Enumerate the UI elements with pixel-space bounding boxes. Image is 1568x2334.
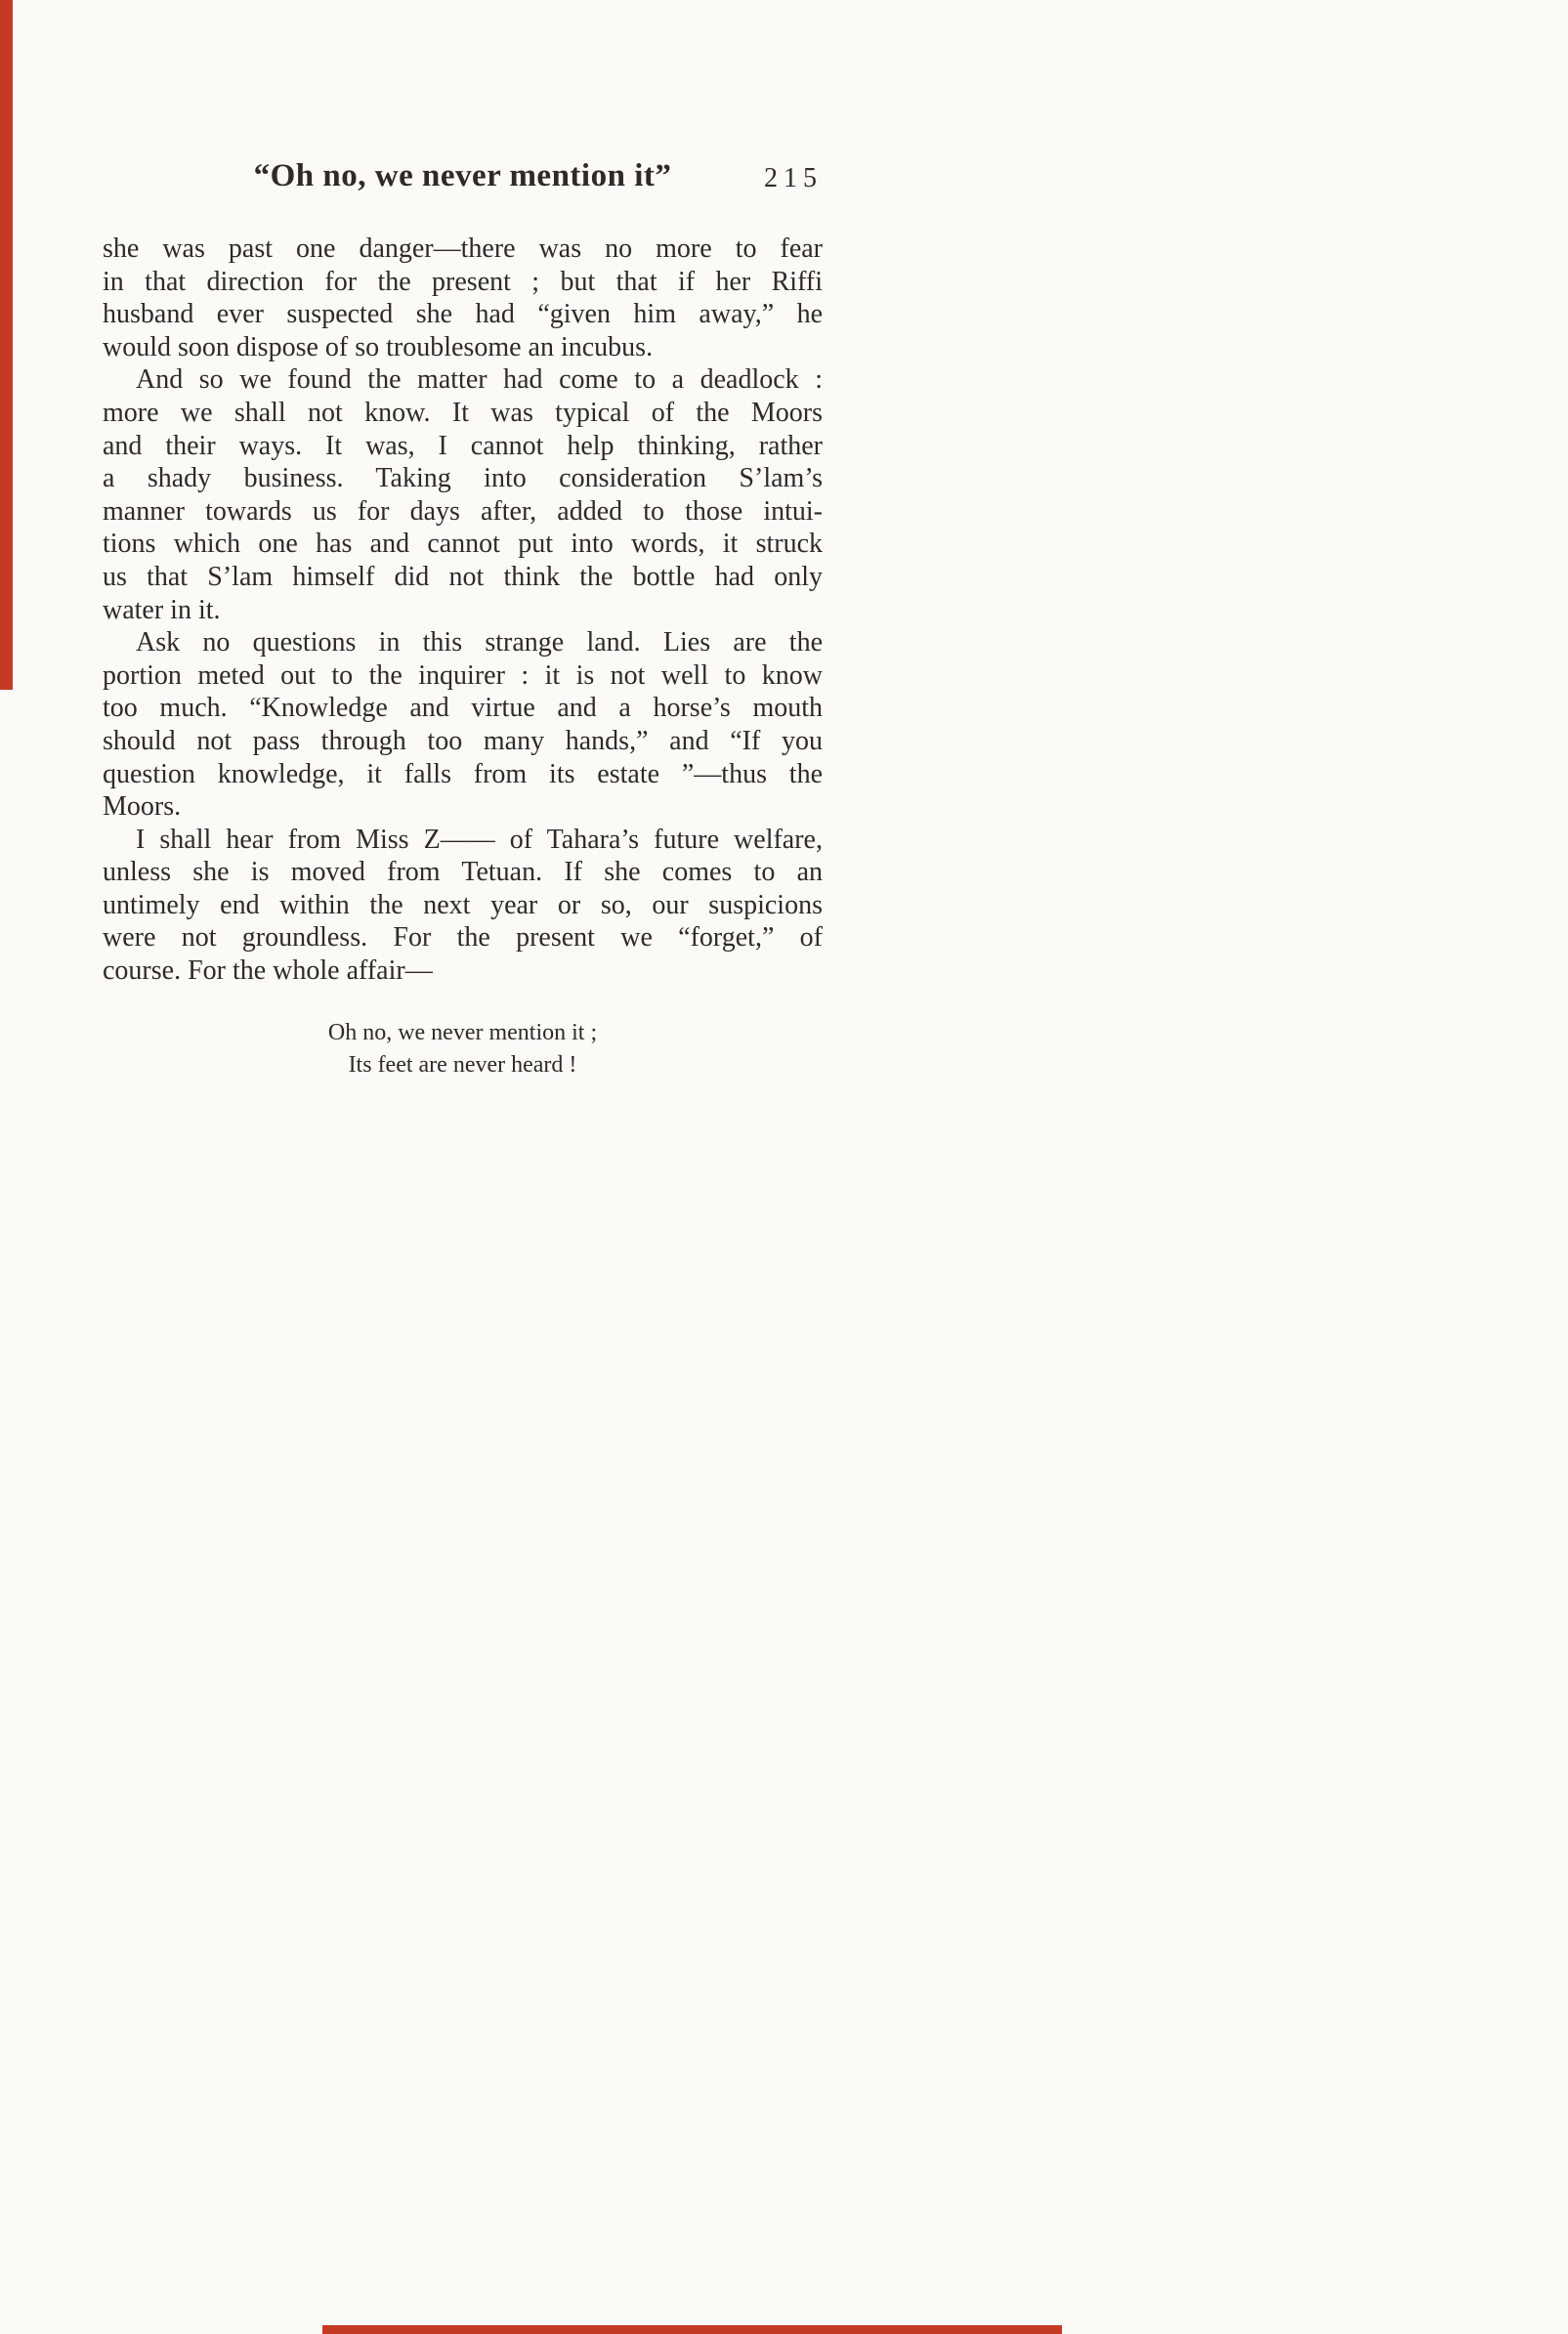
- text-line: more we shall not know. It was typical of the Moors: [103, 397, 823, 428]
- text-line: portion meted out to the inquirer : it is not well to know: [103, 659, 823, 691]
- text-line: were not groundless. For the present we “forget,” of: [103, 922, 823, 954]
- text-line: untimely end within the next year or so, our suspicions: [103, 889, 823, 920]
- text-line: and their ways. It was, I cannot help thinking, rather: [103, 430, 823, 461]
- text-line: she was past one danger—there was no more to fear: [103, 233, 823, 264]
- paragraphs-container: [103, 233, 823, 988]
- page-header: [103, 156, 823, 195]
- text-line: Ask no questions in this strange land. Lies are the: [136, 627, 823, 658]
- paragraph: [103, 363, 823, 626]
- text-line: husband ever suspected she had “given him away,” he: [103, 299, 823, 330]
- page-number: 215: [764, 163, 823, 193]
- text-block: [103, 233, 823, 1082]
- text-line: And so we found the matter had come to a deadlock :: [136, 364, 823, 396]
- verse-line: Its feet are never heard !: [348, 1051, 577, 1078]
- running-title: “Oh no, we never mention it”: [253, 158, 672, 193]
- paragraph: [103, 233, 823, 363]
- text-line: manner towards us for days after, added to those intui-: [103, 495, 823, 527]
- verse: [103, 1017, 823, 1082]
- text-line: too much. “Knowledge and virtue and a horse’s mouth: [103, 693, 823, 724]
- page-edge-red-bottom: [322, 2325, 1062, 2334]
- text-line: should not pass through too many hands,” and “If you: [103, 725, 823, 756]
- verse-line: Oh no, we never mention it ;: [327, 1019, 598, 1045]
- text-line: unless she is moved from Tetuan. If she comes to an: [103, 857, 823, 888]
- text-line: course. For the whole affair—: [103, 955, 433, 987]
- text-line: us that S’lam himself did not think the bottle had only: [103, 561, 823, 592]
- text-line: I shall hear from Miss Z—— of Tahara’s future welfare,: [136, 824, 823, 855]
- paragraph: [103, 626, 823, 824]
- text-line: tions which one has and cannot put into words, it struck: [103, 529, 823, 560]
- text-line: question knowledge, it falls from its estate ”—thus the: [103, 758, 823, 789]
- text-line: in that direction for the present ; but that if her Riffi: [103, 266, 823, 297]
- paragraph: [103, 824, 823, 988]
- text-line: would soon dispose of so troublesome an incubus.: [103, 331, 654, 362]
- text-line: water in it.: [103, 594, 221, 625]
- text-line: Moors.: [103, 791, 182, 823]
- page-edge-red-left: [0, 0, 13, 690]
- text-line: a shady business. Taking into consideration S’lam’s: [103, 463, 823, 494]
